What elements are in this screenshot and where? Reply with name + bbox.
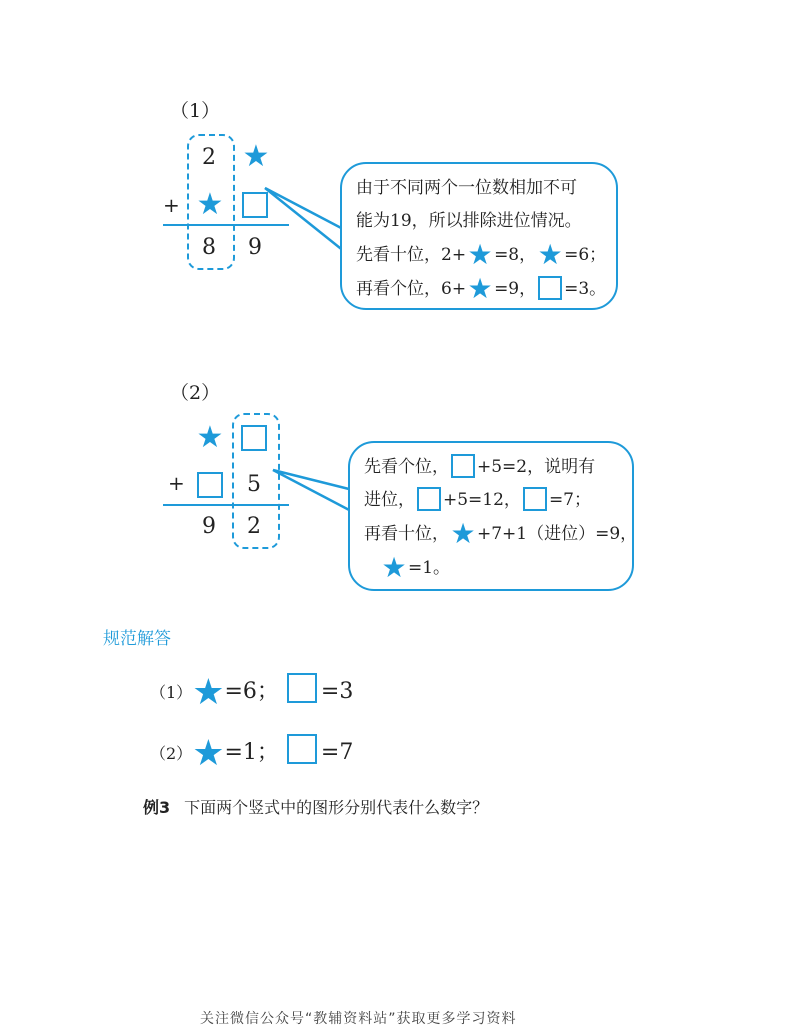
star-icon: ★ [467,238,493,271]
second-ones-digit: 5 [247,472,261,497]
result-tens-digit: 9 [202,514,216,539]
bubble-line: 能为19，所以排除进位情况。 [356,211,582,231]
plus-sign: + [168,471,185,495]
answer-1-label: （1） [150,683,193,702]
result-ones-digit: 9 [248,235,262,260]
blank-square-icon [197,472,223,498]
top-tens-digit: 2 [202,145,216,170]
result-ones-digit: 2 [247,514,261,539]
blank-square-icon [538,276,562,300]
bubble-line: 再看个位，6+★=9， =3。 [356,272,607,305]
answer-2-label: （2） [150,744,193,763]
blank-square-icon [241,425,267,451]
answer-1-star-value: =6； [224,679,279,704]
plus-sign: + [163,193,180,217]
bubble-line: ★=1。 [381,551,451,584]
answer-2-star-value: =1； [224,740,279,765]
footer-note: 关注微信公众号“教辅资料站”获取更多学习资料 [200,1011,517,1027]
answer-2-box-value: =7 [320,740,354,765]
blank-square-icon [417,487,441,511]
solution-heading: 规范解答 [103,629,171,649]
problem-1-label: （1） [170,100,221,122]
blank-square-icon [451,454,475,478]
answer-1 [150,672,353,713]
bubble-line: 先看十位，2+★=8，★=6； [356,238,607,271]
star-icon: ★ [381,551,407,584]
example-3-label: 例3 [143,798,171,817]
star-icon: ★ [196,420,224,455]
explanation-bubble-1 [340,162,618,310]
star-icon: ★ [467,272,493,305]
star-icon: ★ [242,139,270,174]
blank-square-icon [287,673,317,703]
answer-2 [150,733,353,774]
bubble-line: 再看十位，★+7+1（进位）=9， [364,517,638,550]
star-icon: ★ [450,517,476,550]
blank-square-icon [523,487,547,511]
bubble-line: 进位， +5=12， =7； [364,484,632,517]
star-icon: ★ [537,238,563,271]
explanation-bubble-2 [348,441,638,591]
blank-square-icon [287,734,317,764]
example-3 [143,795,488,818]
bubble-line: 由于不同两个一位数相加不可 [356,178,577,198]
answer-1-box-value: =3 [320,679,354,704]
problem-2-label: （2） [170,382,221,404]
bubble-line: 先看个位， +5=2，说明有 [364,451,632,484]
example-3-text: 下面两个竖式中的图形分别代表什么数字？ [184,798,489,817]
star-icon: ★ [196,187,224,222]
star-icon: ★ [192,733,225,774]
result-tens-digit: 8 [202,235,216,260]
star-icon: ★ [192,672,225,713]
